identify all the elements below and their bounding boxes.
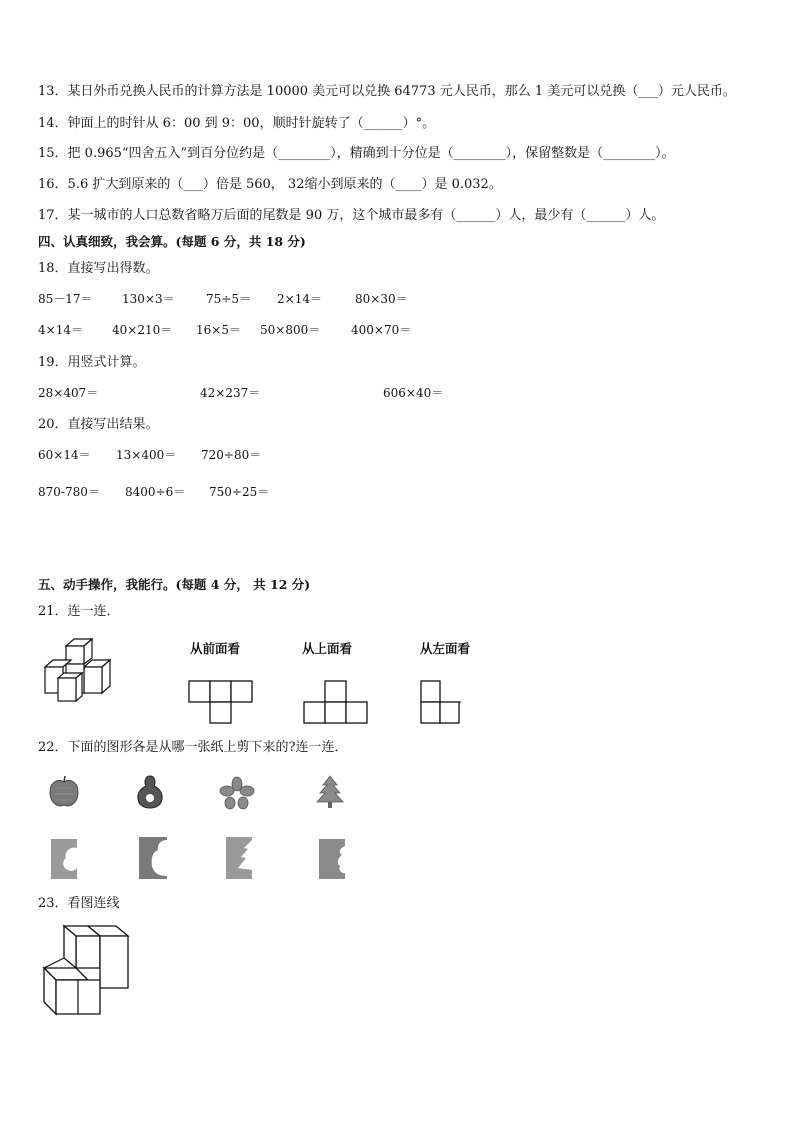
question-22: 22．下面的图形各是从哪一张纸上剪下来的?连一连． [38, 740, 348, 755]
question-21: 21．连一连． [38, 604, 120, 619]
question-13: 13．某日外币兑换人民币的计算方法是 10000 美元可以兑换 64773 元人民币，那么 1 美元可以兑换（___）元人民币。 [38, 84, 736, 99]
front-view-shape [188, 680, 254, 724]
calc-item: 8400÷6＝ [125, 485, 186, 499]
calc-item: 40×210＝ [112, 323, 173, 337]
question-20: 20．直接写出结果。 [38, 417, 159, 432]
paper-piece-3 [225, 836, 253, 880]
isometric-cubes-figure [40, 922, 132, 1018]
question-23: 23．看图连线 [38, 896, 120, 911]
calc-item: 130×3＝ [122, 292, 175, 306]
calc-item: 4×14＝ [38, 323, 83, 337]
left-view-shape [420, 680, 466, 724]
section-4-heading: 四、认真细致，我会算。(每题 6 分，共 18 分) [38, 234, 306, 249]
paper-piece-2 [138, 836, 168, 880]
calc-item: 16×5＝ [196, 323, 241, 337]
gourd-icon [135, 774, 165, 810]
question-14: 14．钟面上的时针从 6：00 到 9：00，顺时针旋转了（______）°。 [38, 116, 436, 131]
calc-item: 606×40＝ [383, 386, 444, 400]
calc-item: 400×70＝ [351, 323, 412, 337]
top-view-shape [303, 680, 369, 724]
question-16: 16．5.6 扩大到原来的（___）倍是 560， 32缩小到原来的（____）是 0.032。 [38, 177, 502, 192]
apple-icon [48, 774, 80, 810]
calc-item: 85－17＝ [38, 292, 93, 306]
calc-item: 80×30＝ [355, 292, 408, 306]
calc-item: 720÷80＝ [201, 448, 262, 462]
paper-piece-4 [318, 838, 346, 880]
calc-item: 28×407＝ [38, 386, 99, 400]
question-19: 19．用竖式计算。 [38, 355, 146, 370]
calc-item: 42×237＝ [200, 386, 261, 400]
calc-item: 750÷25＝ [209, 485, 270, 499]
calc-item: 13×400＝ [116, 448, 177, 462]
paper-piece-1 [50, 838, 78, 880]
view-label-top: 从上面看 [302, 641, 353, 656]
view-label-left: 从左面看 [420, 641, 471, 656]
section-5-heading: 五、动手操作，我能行。(每题 4 分， 共 12 分) [38, 577, 311, 592]
view-label-front: 从前面看 [190, 641, 241, 656]
flower-icon [220, 776, 254, 810]
tree-icon [314, 774, 346, 810]
calc-item: 60×14＝ [38, 448, 91, 462]
question-15: 15．把 0.965“四舍五入”到百分位约是（________），精确到十分位是（________），保留整数是（________）。 [38, 146, 675, 161]
calc-item: 75÷5＝ [206, 292, 251, 306]
cube-stack-figure [40, 636, 120, 706]
question-18: 18．直接写出得数。 [38, 261, 159, 276]
calc-item: 50×800＝ [260, 323, 321, 337]
calc-item: 870-780＝ [38, 485, 100, 499]
calc-item: 2×14＝ [277, 292, 322, 306]
question-17: 17．某一城市的人口总数省略万后面的尾数是 90 万，这个城市最多有（______）人，最少有（______）人。 [38, 208, 665, 223]
